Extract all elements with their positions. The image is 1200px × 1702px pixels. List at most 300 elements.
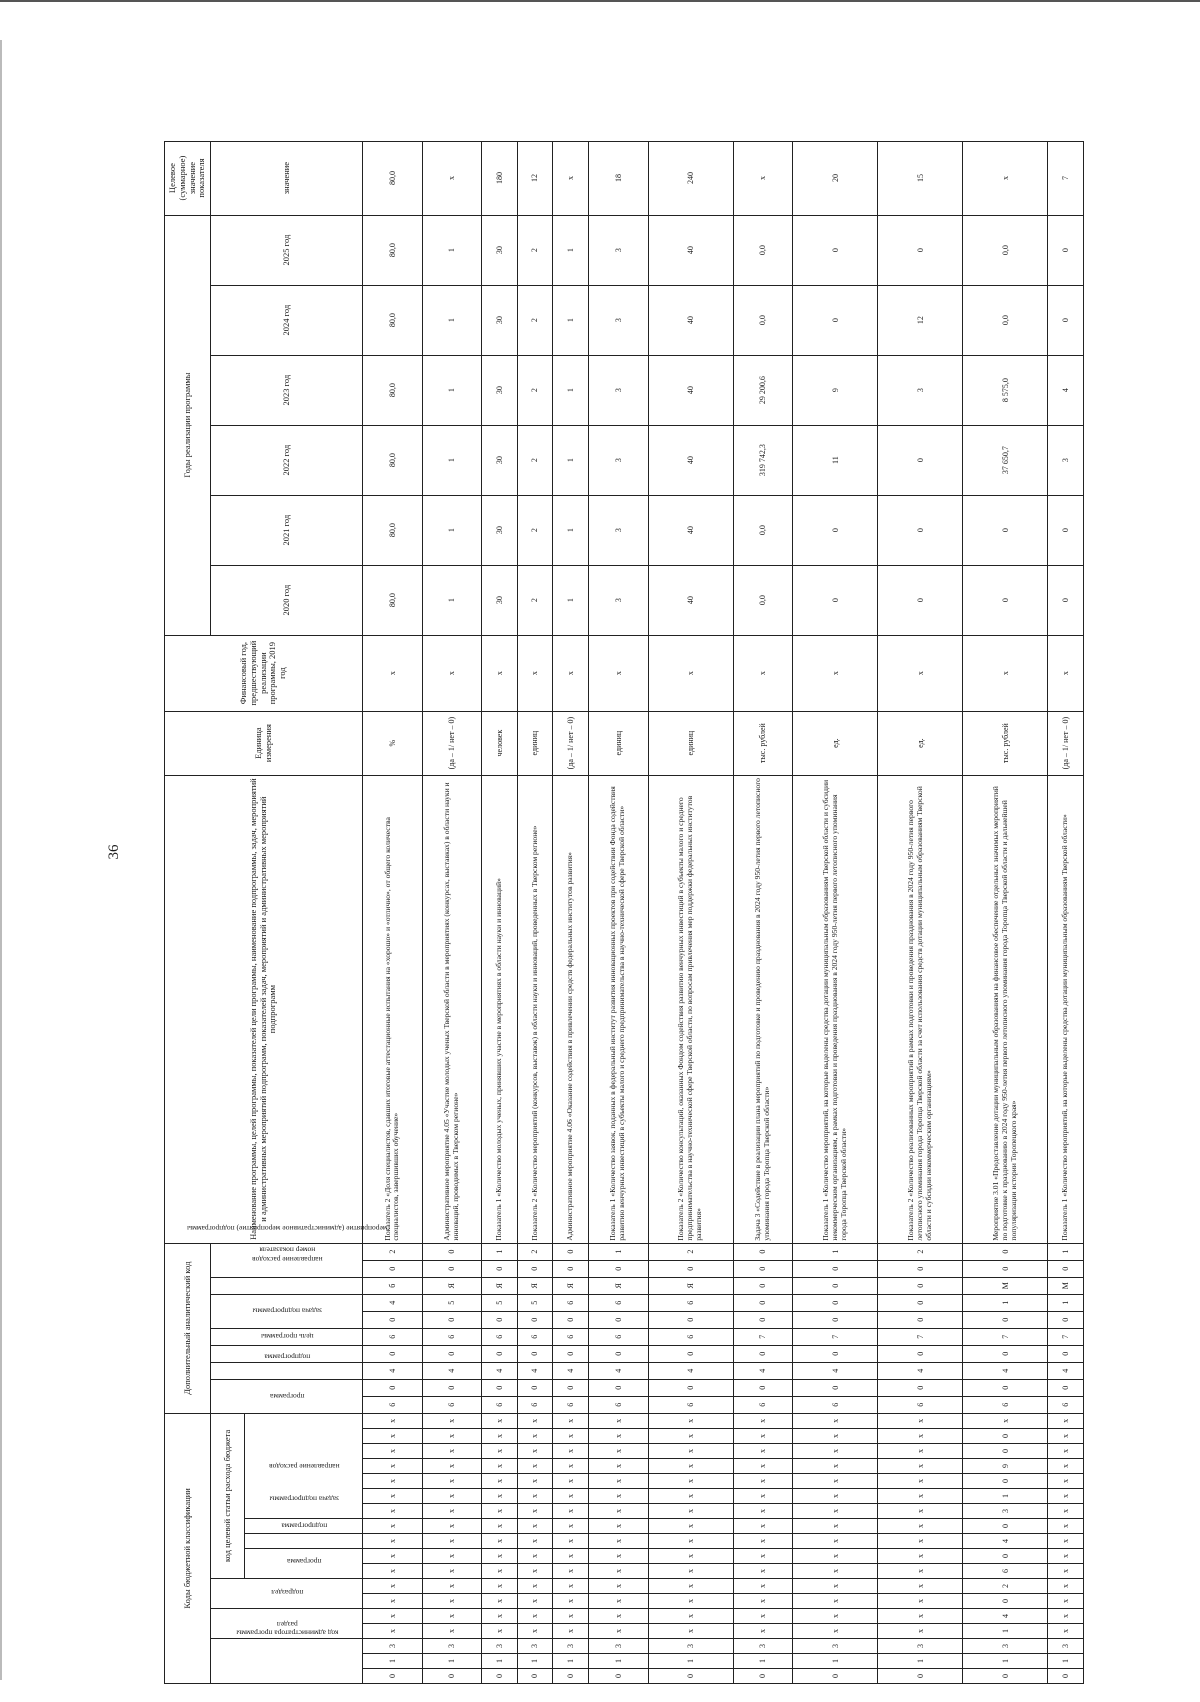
budget-code-cell: x <box>878 1549 963 1564</box>
budget-code-cell: x <box>733 1594 793 1609</box>
analytic-code-cell: 4 <box>733 1362 793 1379</box>
unit-column-header: Единица измерения <box>165 711 363 775</box>
analytic-code-cell: 0 <box>482 1379 518 1396</box>
analytic-code-cell: 6 <box>482 1396 518 1413</box>
year-value-cell: 3 <box>588 215 648 285</box>
analytic-code-cell: 0 <box>422 1379 482 1396</box>
budget-code-cell: 3 <box>878 1639 963 1654</box>
analytic-code-cell: 5 <box>422 1294 482 1311</box>
budget-code-cell: x <box>793 1459 878 1474</box>
budget-code-cell: x <box>363 1519 423 1534</box>
unit-cell: тыс. рублей <box>733 711 793 775</box>
budget-code-cell: x <box>793 1519 878 1534</box>
budget-code-cell: 0 <box>963 1519 1048 1534</box>
year-value-cell: 9 <box>793 355 878 425</box>
budget-code-cell: x <box>482 1413 518 1428</box>
year-value-cell: 1 <box>553 425 589 495</box>
budget-code-cell: x <box>733 1579 793 1594</box>
budget-code-cell: x <box>422 1413 482 1428</box>
year-value-cell: 319 742,3 <box>733 425 793 495</box>
budget-code-cell: x <box>588 1474 648 1489</box>
analytic-code-cell: 4 <box>878 1362 963 1379</box>
budget-code-cell: x <box>363 1459 423 1474</box>
budget-code-cell: x <box>733 1609 793 1624</box>
year-value-cell: 0,0 <box>733 565 793 635</box>
year-value-cell: 80,0 <box>363 355 423 425</box>
budget-code-cell: 0 <box>517 1669 553 1684</box>
analytic-code-cell: 0 <box>878 1345 963 1362</box>
target-value-cell: x <box>553 141 589 215</box>
analytic-code-header: Дополнительный аналитический код <box>165 1243 211 1413</box>
base-year-cell: x <box>422 635 482 711</box>
table-row <box>793 141 878 1683</box>
year-value-cell: 0 <box>793 215 878 285</box>
analytic-code-cell: б <box>363 1277 423 1294</box>
target-value-cell: 18 <box>588 141 648 215</box>
analytic-code-cell: 0 <box>422 1260 482 1277</box>
budget-code-cell: 1 <box>963 1489 1048 1504</box>
budget-code-cell: 1 <box>517 1654 553 1669</box>
budget-code-cell: x <box>733 1459 793 1474</box>
budget-code-cell: 0 <box>553 1669 589 1684</box>
budget-code-cell: x <box>1048 1564 1084 1579</box>
year-header-2025: 2025 год <box>211 215 363 285</box>
analytic-code-cell: 0 <box>553 1379 589 1396</box>
year-header-2023: 2023 год <box>211 355 363 425</box>
budget-code-cell: x <box>878 1444 963 1459</box>
budget-code-cell: x <box>482 1594 518 1609</box>
budget-code-cell: x <box>1048 1549 1084 1564</box>
analytic-code-cell: 7 <box>793 1328 878 1345</box>
analytic-activity-header-label: направление расходов <box>251 1254 323 1264</box>
budget-code-cell: 0 <box>963 1669 1048 1684</box>
analytic-code-cell: 6 <box>793 1396 878 1413</box>
year-value-cell: 40 <box>648 495 733 565</box>
year-value-cell: 1 <box>553 495 589 565</box>
year-header-2021: 2021 год <box>211 495 363 565</box>
analytic-code-cell: 7 <box>963 1328 1048 1345</box>
analytic-code-cell: 7 <box>1048 1328 1084 1345</box>
budget-code-cell: x <box>733 1504 793 1519</box>
budget-code-cell: x <box>553 1534 589 1549</box>
budget-code-cell: x <box>793 1579 878 1594</box>
analytic-code-cell: 1 <box>1048 1243 1084 1260</box>
year-value-cell: 1 <box>422 495 482 565</box>
budget-code-cell: x <box>422 1459 482 1474</box>
analytic-measure-header-label: мероприятие (административное мероприятие) подпрограммы <box>186 1223 388 1233</box>
table-row <box>588 141 648 1683</box>
analytic-code-cell: 4 <box>553 1362 589 1379</box>
budget-code-cell: x <box>517 1624 553 1639</box>
budget-code-cell: x <box>553 1504 589 1519</box>
target-value-header: значение <box>211 141 363 215</box>
budget-code-cell: x <box>588 1519 648 1534</box>
analytic-code-cell: 0 <box>517 1260 553 1277</box>
analytic-code-cell: 0 <box>588 1260 648 1277</box>
table-row <box>878 141 963 1683</box>
budget-code-cell: x <box>422 1519 482 1534</box>
article-subprogram-header <box>245 1521 363 1549</box>
budget-code-cell: x <box>482 1444 518 1459</box>
target-group-header: Целевое (суммарное) значение показателя <box>165 141 211 215</box>
table-row <box>422 141 482 1683</box>
analytic-code-cell: 0 <box>1048 1311 1084 1328</box>
budget-code-cell: x <box>517 1549 553 1564</box>
year-value-cell: 2 <box>517 215 553 285</box>
analytic-program-header-label: программа <box>269 1391 305 1401</box>
indicator-name-cell: Показатель 1 «Количество мероприятий, на которые выделены средства дотации муниципальным образованиям Тверской области» <box>1048 775 1084 1243</box>
budget-code-cell: x <box>648 1504 733 1519</box>
budget-code-cell: 0 <box>733 1669 793 1684</box>
budget-code-cell: x <box>482 1489 518 1504</box>
budget-code-cell: x <box>363 1429 423 1444</box>
budget-code-cell: x <box>553 1519 589 1534</box>
base-year-cell: x <box>1048 635 1084 711</box>
analytic-code-cell: 6 <box>553 1328 589 1345</box>
base-year-cell: x <box>793 635 878 711</box>
year-value-cell: 3 <box>588 565 648 635</box>
budget-code-cell: x <box>588 1624 648 1639</box>
analytic-code-cell: 0 <box>482 1311 518 1328</box>
budget-code-cell: x <box>1048 1489 1084 1504</box>
article-activity-header-label: направление расходов <box>268 1462 340 1472</box>
analytic-goal-header-label: цель программы <box>260 1331 314 1341</box>
analytic-code-cell: М <box>963 1277 1048 1294</box>
budget-code-cell: x <box>517 1594 553 1609</box>
year-value-cell: 1 <box>422 355 482 425</box>
analytic-code-cell: 1 <box>1048 1294 1084 1311</box>
budget-code-cell: x <box>648 1459 733 1474</box>
budget-code-cell: 3 <box>793 1639 878 1654</box>
year-value-cell: 0 <box>878 215 963 285</box>
admin-code-header-label: код администратора программы <box>235 1628 338 1638</box>
analytic-code-cell: 4 <box>422 1362 482 1379</box>
indicator-name-cell: Задача 3 «Содействие в реализации плана мероприятий по подготовке и проведению празднования в 2024 году 950-летия первого летописного упоминания города Торопца Тверской области» <box>733 775 793 1243</box>
analytic-code-cell: 0 <box>588 1311 648 1328</box>
budget-code-cell: x <box>878 1504 963 1519</box>
budget-code-cell: x <box>648 1594 733 1609</box>
analytic-code-cell: 2 <box>648 1243 733 1260</box>
analytic-code-cell: 4 <box>482 1362 518 1379</box>
budget-code-cell: 0 <box>482 1669 518 1684</box>
year-value-cell: 30 <box>482 495 518 565</box>
budget-code-cell: 0 <box>422 1669 482 1684</box>
rotated-table-sheet <box>164 142 1084 1684</box>
budget-code-cell: x <box>553 1489 589 1504</box>
analytic-code-cell: 0 <box>517 1345 553 1362</box>
budget-code-cell: 0 <box>878 1669 963 1684</box>
base-year-cell: x <box>733 635 793 711</box>
budget-code-cell: 1 <box>422 1654 482 1669</box>
target-article-header: код целевой статьи расхода бюджета <box>211 1413 245 1578</box>
table-row <box>363 141 423 1683</box>
subsection-header <box>211 1579 363 1609</box>
indicator-name-cell: Мероприятие 3.01 «Предоставление дотации муниципальным образованиям на финансовое обеспечение отдельных значимых мероприятий по подготовке к празднованию в 2024 году 950-летия первого летописного упоминания города Торопца Тверской области и дальнейшей популяризации истории Торопецкого края» <box>963 775 1048 1243</box>
budget-code-cell: x <box>517 1519 553 1534</box>
unit-cell: единиц <box>517 711 553 775</box>
budget-code-cell: x <box>733 1444 793 1459</box>
budget-code-cell: x <box>793 1549 878 1564</box>
analytic-code-cell: 6 <box>553 1294 589 1311</box>
year-value-cell: 30 <box>482 425 518 495</box>
analytic-code-cell: 0 <box>793 1277 878 1294</box>
target-value-cell: 7 <box>1048 141 1084 215</box>
year-value-cell: 1 <box>553 285 589 355</box>
budget-code-cell: 3 <box>963 1504 1048 1519</box>
year-value-cell: 0 <box>878 495 963 565</box>
budget-code-cell: x <box>422 1549 482 1564</box>
analytic-code-cell: 0 <box>648 1379 733 1396</box>
budget-code-cell: x <box>588 1564 648 1579</box>
budget-code-cell: x <box>517 1564 553 1579</box>
program-indicator-table <box>164 141 1084 1684</box>
target-value-cell: x <box>733 141 793 215</box>
year-value-cell: 80,0 <box>363 285 423 355</box>
budget-code-cell: x <box>553 1564 589 1579</box>
budget-code-cell: x <box>553 1609 589 1624</box>
budget-code-cell: 3 <box>482 1639 518 1654</box>
analytic-indicator-header-label: номер показателя <box>259 1245 315 1255</box>
year-header-2022: 2022 год <box>211 425 363 495</box>
base-year-header: Финансовый год, предшествующий реализации программы, 2019 год <box>165 635 363 711</box>
budget-code-cell: 0 <box>963 1549 1048 1564</box>
year-value-cell: 0,0 <box>963 285 1048 355</box>
budget-code-cell: x <box>482 1609 518 1624</box>
budget-code-cell: x <box>588 1413 648 1428</box>
indicator-name-cell: Показатель 2 «Количество консультаций, оказанных Фондом содействия развитию венчурных инвестиций в субъекты малого и среднего предпринимательства в научно-технической сфере Тверской области, по вопросам привлечения мер поддержки федеральных институтов развития» <box>648 775 733 1243</box>
budget-code-cell: x <box>878 1534 963 1549</box>
year-value-cell: 29 200,6 <box>733 355 793 425</box>
analytic-code-cell: 0 <box>553 1311 589 1328</box>
analytic-code-cell: 0 <box>422 1311 482 1328</box>
year-value-cell: 30 <box>482 215 518 285</box>
analytic-code-cell: 0 <box>363 1345 423 1362</box>
analytic-code-cell: 0 <box>878 1294 963 1311</box>
budget-code-cell: x <box>422 1534 482 1549</box>
budget-code-cell: 3 <box>422 1639 482 1654</box>
analytic-code-cell: Я <box>588 1277 648 1294</box>
year-value-cell: 3 <box>588 285 648 355</box>
year-value-cell: 3 <box>588 425 648 495</box>
year-value-cell: 2 <box>517 425 553 495</box>
budget-code-cell: 1 <box>482 1654 518 1669</box>
budget-code-cell: x <box>588 1579 648 1594</box>
analytic-code-cell: 0 <box>648 1311 733 1328</box>
analytic-code-cell: 0 <box>793 1379 878 1396</box>
budget-code-cell: x <box>1048 1474 1084 1489</box>
unit-cell: % <box>363 711 423 775</box>
budget-code-cell: x <box>517 1474 553 1489</box>
budget-code-cell: x <box>733 1564 793 1579</box>
analytic-code-cell: Я <box>553 1277 589 1294</box>
year-value-cell: 40 <box>648 285 733 355</box>
target-value-cell: 20 <box>793 141 878 215</box>
target-value-cell: 180 <box>482 141 518 215</box>
target-value-cell: 80,0 <box>363 141 423 215</box>
budget-code-cell: x <box>733 1534 793 1549</box>
year-value-cell: 80,0 <box>363 565 423 635</box>
budget-code-cell: x <box>793 1429 878 1444</box>
year-value-cell: 0 <box>793 565 878 635</box>
analytic-code-cell: 0 <box>553 1243 589 1260</box>
year-value-cell: 8 575,0 <box>963 355 1048 425</box>
budget-code-cell: x <box>422 1474 482 1489</box>
budget-code-cell: x <box>482 1564 518 1579</box>
unit-cell: тыс. рублей <box>963 711 1048 775</box>
page-left-edge <box>0 40 2 1680</box>
year-value-cell: 0 <box>793 495 878 565</box>
indicator-name-cell: Показатель 1 «Количество заявок, поданных в федеральный институт развития инновационных проектов при содействии Фонда содействия развитию венчурных инвестиций в субъекты малого и среднего предпринимательства в научно-технической сфере Тверской области» <box>588 775 648 1243</box>
budget-code-cell: x <box>517 1489 553 1504</box>
analytic-code-cell: 0 <box>648 1260 733 1277</box>
budget-code-cell: x <box>793 1474 878 1489</box>
budget-code-cell: x <box>648 1429 733 1444</box>
year-value-cell: 2 <box>517 285 553 355</box>
budget-code-cell: 3 <box>1048 1639 1084 1654</box>
analytic-code-cell: 0 <box>1048 1345 1084 1362</box>
year-value-cell: 3 <box>1048 425 1084 495</box>
unit-cell: единиц <box>588 711 648 775</box>
budget-code-cell: x <box>1048 1444 1084 1459</box>
years-group-header: Годы реализации программы <box>165 215 211 635</box>
year-value-cell: 80,0 <box>363 495 423 565</box>
budget-code-cell: x <box>553 1594 589 1609</box>
analytic-code-cell: 4 <box>648 1362 733 1379</box>
analytic-code-cell: 6 <box>553 1396 589 1413</box>
budget-code-cell: x <box>878 1459 963 1474</box>
budget-code-cell: x <box>553 1413 589 1428</box>
analytic-code-cell: 4 <box>1048 1362 1084 1379</box>
budget-code-cell: x <box>648 1444 733 1459</box>
analytic-activity-header <box>211 1254 363 1294</box>
year-value-cell: 11 <box>793 425 878 495</box>
indicator-name-cell: Показатель 2 «Доля специалистов, сдавших итоговые аттестационные испытания на «хорошо» и «отлично», от общего количества специалистов, завершивших обучение» <box>363 775 423 1243</box>
budget-code-cell: x <box>1048 1459 1084 1474</box>
year-value-cell: 0 <box>1048 285 1084 355</box>
budget-code-cell: x <box>553 1579 589 1594</box>
analytic-code-cell: 6 <box>648 1396 733 1413</box>
budget-code-cell: x <box>878 1579 963 1594</box>
budget-code-cell: 3 <box>588 1639 648 1654</box>
section-header-label: раздел <box>276 1619 298 1629</box>
budget-code-cell: x <box>482 1579 518 1594</box>
year-value-cell: 3 <box>878 355 963 425</box>
budget-code-cell: x <box>422 1429 482 1444</box>
budget-code-cell: x <box>793 1444 878 1459</box>
budget-code-cell: 0 <box>648 1669 733 1684</box>
budget-code-cell: 3 <box>553 1639 589 1654</box>
budget-code-cell: x <box>517 1534 553 1549</box>
budget-code-cell: 1 <box>793 1654 878 1669</box>
unit-cell: ед. <box>878 711 963 775</box>
year-value-cell: 0,0 <box>733 285 793 355</box>
budget-code-cell: x <box>553 1624 589 1639</box>
budget-code-cell: x <box>482 1429 518 1444</box>
analytic-code-cell: 0 <box>482 1260 518 1277</box>
budget-code-cell: x <box>878 1489 963 1504</box>
budget-code-cell: x <box>1048 1624 1084 1639</box>
budget-code-cell: x <box>553 1459 589 1474</box>
budget-code-cell: x <box>422 1594 482 1609</box>
budget-code-cell: x <box>648 1519 733 1534</box>
analytic-code-cell: 6 <box>1048 1396 1084 1413</box>
year-value-cell: 4 <box>1048 355 1084 425</box>
year-value-cell: 40 <box>648 565 733 635</box>
header-row-1 <box>165 141 211 1683</box>
admin-code-header <box>211 1628 363 1684</box>
budget-code-cell: x <box>422 1504 482 1519</box>
budget-code-cell: x <box>482 1459 518 1474</box>
budget-code-cell: x <box>517 1444 553 1459</box>
year-value-cell: 2 <box>517 495 553 565</box>
year-value-cell: 30 <box>482 285 518 355</box>
budget-code-cell: x <box>1048 1504 1084 1519</box>
budget-code-cell: x <box>588 1459 648 1474</box>
year-value-cell: 40 <box>648 215 733 285</box>
analytic-code-cell: 0 <box>878 1311 963 1328</box>
analytic-code-cell: 0 <box>878 1277 963 1294</box>
budget-code-cell: x <box>588 1534 648 1549</box>
analytic-code-cell: 0 <box>482 1345 518 1362</box>
budget-code-cell: x <box>553 1474 589 1489</box>
budget-code-cell: x <box>733 1624 793 1639</box>
table-row <box>733 141 793 1683</box>
budget-code-cell: 0 <box>963 1474 1048 1489</box>
analytic-code-cell: 0 <box>963 1243 1048 1260</box>
target-value-cell: 240 <box>648 141 733 215</box>
budget-code-cell: 3 <box>363 1639 423 1654</box>
budget-code-cell: 1 <box>963 1654 1048 1669</box>
budget-code-cell: x <box>363 1474 423 1489</box>
year-value-cell: 37 650,7 <box>963 425 1048 495</box>
budget-code-cell: 0 <box>1048 1669 1084 1684</box>
analytic-code-cell: 0 <box>733 1379 793 1396</box>
budget-code-cell: 0 <box>963 1444 1048 1459</box>
analytic-code-cell: 6 <box>588 1396 648 1413</box>
budget-code-cell: x <box>553 1444 589 1459</box>
analytic-code-cell: 7 <box>878 1328 963 1345</box>
budget-code-cell: x <box>363 1489 423 1504</box>
year-value-cell: 30 <box>482 565 518 635</box>
budget-code-cell: x <box>588 1444 648 1459</box>
analytic-code-cell: 0 <box>422 1345 482 1362</box>
analytic-code-cell: 0 <box>553 1345 589 1362</box>
analytic-code-cell: 0 <box>363 1260 423 1277</box>
budget-code-cell: x <box>963 1413 1048 1428</box>
analytic-code-cell: 0 <box>733 1260 793 1277</box>
analytic-code-cell: 1 <box>482 1243 518 1260</box>
budget-code-cell: x <box>793 1624 878 1639</box>
analytic-code-cell: 0 <box>363 1379 423 1396</box>
budget-code-cell: 0 <box>363 1669 423 1684</box>
budget-codes-header: Коды бюджетной классификации <box>165 1413 211 1683</box>
budget-code-cell: x <box>793 1504 878 1519</box>
analytic-code-cell: 6 <box>363 1396 423 1413</box>
analytic-subprogram-header-label: подпрограмма <box>264 1352 310 1362</box>
year-header-2020: 2020 год <box>211 565 363 635</box>
budget-code-cell: 1 <box>733 1654 793 1669</box>
year-value-cell: 40 <box>648 425 733 495</box>
budget-code-cell: x <box>648 1489 733 1504</box>
budget-code-cell: x <box>648 1564 733 1579</box>
analytic-code-cell: 6 <box>517 1328 553 1345</box>
budget-code-cell: 2 <box>963 1579 1048 1594</box>
analytic-code-cell: 4 <box>963 1362 1048 1379</box>
budget-code-cell: x <box>363 1594 423 1609</box>
analytic-code-cell: 7 <box>733 1328 793 1345</box>
budget-code-cell: x <box>733 1474 793 1489</box>
budget-code-cell: x <box>793 1564 878 1579</box>
